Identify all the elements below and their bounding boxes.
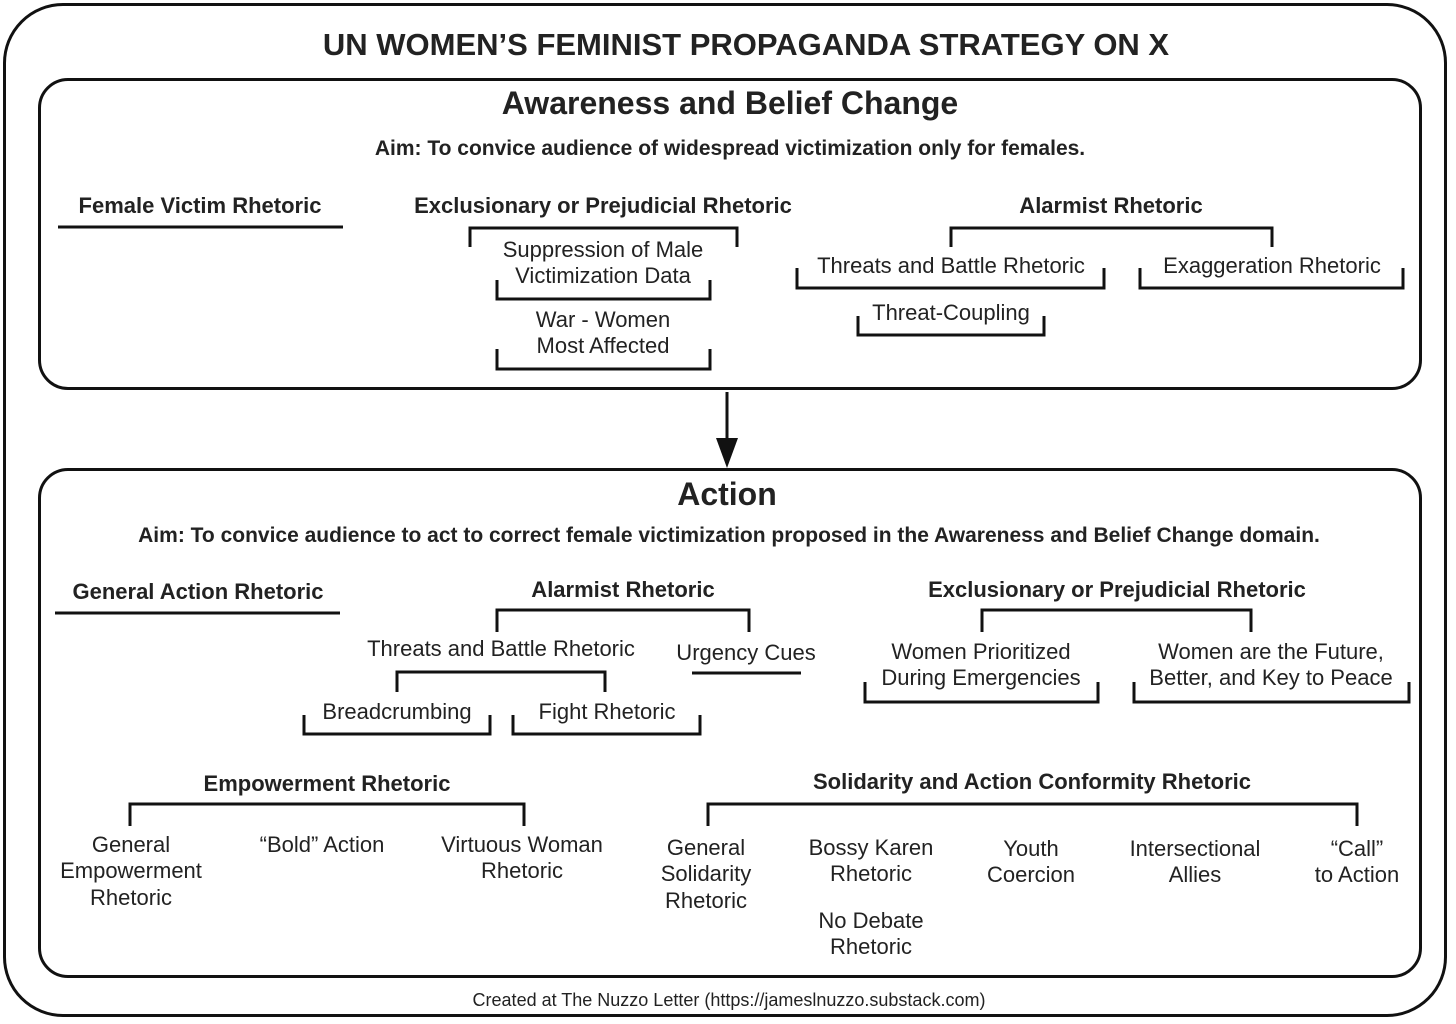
flow-arrow-head [716,438,738,468]
general-empowerment-item: General Empowerment Rhetoric [60,832,202,910]
urgency-item: Urgency Cues [676,640,816,665]
alarmist-bracket [951,228,1272,247]
intersectional-allies-item: Intersectional Allies [1129,836,1261,888]
threats-item: Threats and Battle Rhetoric [817,253,1085,278]
suppression-item: Suppression of Male Victimization Data [502,237,704,289]
prioritized-item: Women Prioritized During Emergencies [881,639,1081,691]
solidarity-label: Solidarity and Action Conformity Rhetoric [813,769,1251,794]
footer-credit: Created at The Nuzzo Letter (https://jameslnuzzo.substack.com) [472,990,986,1010]
general-solidarity-item: General Solidarity Rhetoric [660,835,752,913]
female-victim-label: Female Victim Rhetoric [78,193,322,218]
future-item: Women are the Future, Better, and Key to Peace [1149,639,1393,691]
action-alarmist-bracket [497,610,749,632]
action-exclusionary-label: Exclusionary or Prejudicial Rhetoric [928,577,1306,602]
fight-item: Fight Rhetoric [538,699,676,724]
war-item: War - Women Most Affected [535,307,671,359]
bossy-karen-item: Bossy Karen Rhetoric [808,835,934,887]
threats-sub-bracket [397,672,605,692]
action-title: Action [677,476,777,512]
general-action-label: General Action Rhetoric [72,579,324,604]
main-title: UN WOMEN’S FEMINIST PROPAGANDA STRATEGY ON X [322,27,1170,62]
solidarity-bracket [708,804,1357,826]
exaggeration-item: Exaggeration Rhetoric [1163,253,1381,278]
call-to-action-item: “Call” to Action [1314,836,1400,888]
exclusionary-label: Exclusionary or Prejudicial Rhetoric [414,193,792,218]
alarmist-label: Alarmist Rhetoric [1019,193,1203,218]
youth-coercion-item: Youth Coercion [986,836,1076,888]
virtuous-woman-item: Virtuous Woman Rhetoric [441,832,603,884]
action-aim: Aim: To convice audience to act to correct female victimization proposed in the Awareness and Belief Change domain. [138,524,1320,547]
action-threats-item: Threats and Battle Rhetoric [367,636,635,661]
no-debate-item: No Debate Rhetoric [818,908,924,960]
awareness-aim: Aim: To convice audience of widespread victimization only for females. [374,137,1086,160]
coupling-item: Threat-Coupling [872,300,1030,325]
awareness-title: Awareness and Belief Change [501,85,959,121]
breadcrumbing-item: Breadcrumbing [322,699,472,724]
bold-action-item: “Bold” Action [259,832,385,857]
empowerment-label: Empowerment Rhetoric [203,771,451,796]
action-exclusionary-bracket [982,610,1251,632]
empowerment-bracket [130,804,524,826]
action-alarmist-label: Alarmist Rhetoric [531,577,715,602]
